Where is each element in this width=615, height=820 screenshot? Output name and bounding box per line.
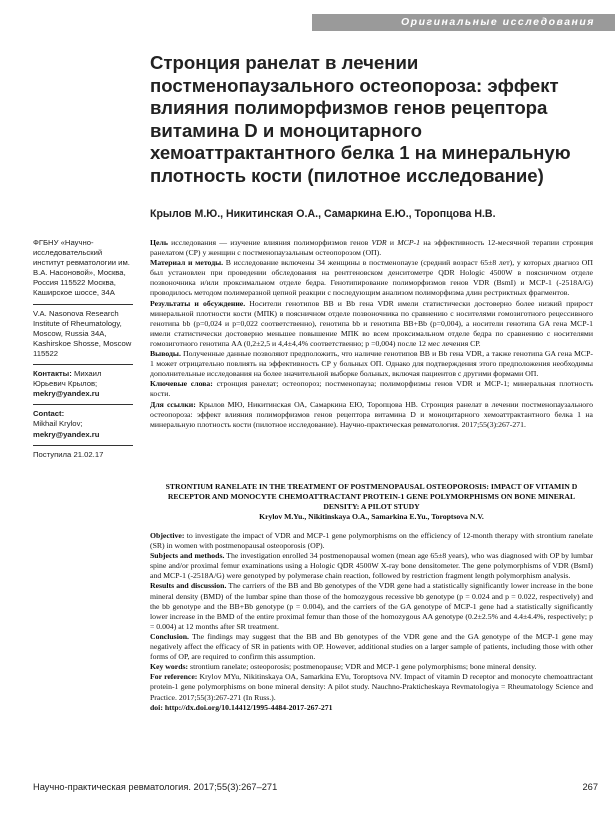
contact-label: Contact: — [33, 409, 65, 419]
affiliation-en: V.A. Nasonova Research Institute of Rheumatology, Moscow, Russia 34A, Kashirskoe Shosse, Moscow 115522 — [33, 309, 133, 365]
results-discussion — [150, 581, 593, 631]
key-words-text: strontium ranelate; osteoporosis; postmenopause; VDR and MCP-1 gene polymorphisms; bone mineral density. — [188, 662, 537, 672]
abstract-ru — [150, 238, 593, 430]
doi-link[interactable]: doi: http://dx.doi.org/10.14412/1995-4484-2017-267-271 — [150, 702, 333, 712]
results-en-text: The carriers of the BB and Bb genotypes of the VDR gene had a statistically significantly lower increase in the bone mineral density (BMD) of the lumbar spine than those of the homozygous recessive bb genotype (p = 0.024 and p = 0.022, respectively) and the bb genotype and the BB+Bb genotype (p = 0.004), and the carriers of the GA genotype of MCP-1 gene had a statistically significantly lower increase in the BMD of the entire proximal femur than those of the homozygous AA genotype (0.2±2.5% and 4.4±4.4%, respectively; p = 0.004) at 12 months after SR treatment. — [150, 581, 593, 631]
objective-label: Objective: — [150, 531, 185, 540]
contacts-ru — [33, 369, 133, 405]
abstract-results — [150, 299, 593, 349]
keywords-label: Ключевые слова: — [150, 379, 213, 389]
abstract-methods — [150, 258, 593, 298]
contacts-email[interactable]: mekry@yandex.ru — [33, 389, 100, 399]
article-title: Стронция ранелат в лечении постменопаузального остеопороза: эффект влияния полиморфизмов генов рецептора витамина D и моноцитарного хемоаттрактантного белка 1 на минеральную плотность кости (пилотное исследование) — [150, 52, 571, 186]
section-header: Оригинальные исследования — [312, 14, 615, 31]
subjects-text: The investigation enrolled 34 postmenopausal women (mean age 65±8 years), who was diagnosed with OP by lumbar spine and/or proximal femur examinations using a Hologic QDR 4500W X-ray bone densitometer. The gene polymorphisms of VDR (BsmI) and MCP-1 (-2518A/G) were genotyped by polymerase chain reaction, followed by restriction fragment length polymorphism analysis. — [150, 551, 593, 581]
affiliation-ru: ФГБНУ «Научно-исследовательский институт ревматологии им. В.А. Насоновой», Москва, Россия 115522 Москва, Каширское шоссе, 34А — [33, 238, 133, 305]
abstract-keywords — [150, 379, 593, 399]
goal-vdr: VDR — [371, 238, 387, 247]
subjects-methods — [150, 551, 593, 581]
abstract-citation — [150, 400, 593, 430]
abstract-conclusions — [150, 349, 593, 379]
cite-text: Крылов МЮ, Никитинская ОА, Самаркина ЕЮ, Торопцова НВ. Стронция ранелат в лечении постменопаузального остеопороза: эффект влияния полиморфизмов генов рецептора витамина D и моноцитарного хемоаттрактантного белка 1 на минеральную плотность кости (пилотное исследование). Научно-практическая ревматология. 2017;55(3):267-271. — [150, 399, 593, 429]
results-label: Результаты и обсуждение. — [150, 298, 246, 308]
received-date: Поступила 21.02.17 — [33, 449, 104, 459]
goal-mcp: MCP-1 — [397, 238, 421, 247]
key-words — [150, 662, 593, 672]
abstract-en — [150, 482, 593, 713]
page-number: 267 — [582, 782, 598, 792]
goal-text-a: исследования — изучение влияния полиморфизмов генов — [167, 238, 372, 247]
goal-text-b: и — [386, 238, 398, 247]
conclusion-label: Conclusion. — [150, 631, 189, 641]
results-en-label: Results and discussion. — [150, 581, 227, 591]
for-reference — [150, 672, 593, 702]
abstract-goal — [150, 238, 593, 258]
contacts-en — [33, 409, 133, 445]
contacts-name: Михаил Юрьевич Крылов; — [33, 369, 102, 389]
contacts-label: Контакты: — [33, 369, 72, 379]
goal-label: Цель — [150, 238, 168, 247]
goal-text-c: на эффективность 12-месячной терапии стронция ранелатом (СР) у женщин с постменопаузальным остеопорозом (ОП). — [150, 238, 594, 258]
contact-name: Mikhail Krylov; — [33, 419, 83, 429]
conclusion — [150, 632, 593, 662]
english-authors: Krylov M.Yu., Nikitinskaya O.A., Samarkina E.Yu., Toroptsova N.V. — [259, 512, 484, 521]
english-title: STRONTIUM RANELATE IN THE TREATMENT OF POSTMENOPAUSAL OSTEOPOROSIS: IMPACT OF VITAMIN D RECEPTOR AND MONOCYTE CHEMOATTRACTANT PROTEIN-1 GENE POLYMORPHISMS ON BONE MINERAL DENSITY: A PILOT STUDY — [165, 482, 578, 511]
article-authors: Крылов М.Ю., Никитинская О.А., Самаркина Е.Ю., Торопцова Н.В. — [150, 208, 496, 220]
objective-text: to investigate the impact of VDR and MCP-1 gene polymorphisms on the efficiency of 12-month therapy with strontium ranelate (SR) in women with postmenopausal osteoporosis (OP). — [150, 531, 593, 551]
sidebar — [33, 238, 133, 469]
conclusions-text: Полученные данные позволяют предположить, что наличие генотипов BB и Bb гена VDR, а также генотипа GA гена MCP-1 может отрицательно повлиять на эффективность СР у больных ОП. Однако для подтверждения этого предположения необходимы дополнительные исследования на более значительной выборке больных, включая пациентов с другими формами ОП. — [150, 349, 593, 379]
contact-email[interactable]: mekry@yandex.ru — [33, 429, 100, 439]
conclusions-label: Выводы. — [150, 349, 181, 359]
results-text: Носители генотипов BB и Bb гена VDR имели статистически достоверно более низкий прирост минеральной плотности кости (МПК) в поясничном отделе позвоночника по сравнению с носителями гомозиготного рецессивного генотипа bb (p=0,024 и p=0,022 соответственно), генотипа bb и генотипа BB+Bb (p=0,004), а носители генотипа GA гена MCP-1 имели статистически достоверно меньшее повышение МПК во всем проксимальном отделе бедра по сравнению с носителями гомозиготного генотипа AA (0,2±2,5 и 4,4±4,4% соответственно; p =0,004) после 12 мес лечения СР. — [150, 298, 594, 348]
subjects-label: Subjects and methods. — [150, 551, 225, 561]
page-footer — [33, 782, 598, 792]
key-words-label: Key words: — [150, 662, 189, 672]
english-title-block — [150, 482, 593, 522]
journal-citation: Научно-практическая ревматология. 2017;55(3):267–271 — [33, 782, 278, 792]
methods-text: В исследование включены 34 женщины в постменопаузе (средний возраст 65±8 лет), у которых диагноз ОП был установлен при проведении обследования на рентгеновском денситометре QDR Hologic 4500W в поясничном отделе позвоночника и/или проксимальном отделе бедра. Генотипирование полиморфизмов генов VDR (BsmI) и MCP-1 (-2518A/G) проводилось методом полимеразной цепной реакции с последующим анализом полиморфизма длин рестриктных фрагментов. — [150, 258, 593, 298]
methods-label: Материал и методы. — [150, 258, 224, 268]
reference-text: Krylov MYu, Nikitinskaya OA, Samarkina EYu, Toroptsova NV. Impact of vitamin D receptor and monocyte chemoattractant protein-1 gene polymorphisms on bone mineral density: A pilot study. Nauchno-Prakticheskaya Revmatologiya = Rheumatology Science and Practice. 2017;55(3):267-271 (In Russ.). — [150, 672, 593, 702]
objective — [150, 531, 593, 551]
conclusion-text: The findings may suggest that the BB and Bb genotypes of the VDR gene and the GA genotype of the MCP-1 gene may negatively affect the efficacy of SR in patients with OP. However, additional studies on a larger sample of patients, including those with other forms of OP, are required to confirm this assumption. — [150, 631, 593, 662]
keywords-text: стронция ранелат; остеопороз; постменопауза; полиморфизмы генов VDR и MCP-1; минеральная плотность кости. — [150, 379, 593, 399]
reference-label: For reference: — [150, 672, 198, 682]
cite-label: Для ссылки: — [150, 399, 196, 409]
